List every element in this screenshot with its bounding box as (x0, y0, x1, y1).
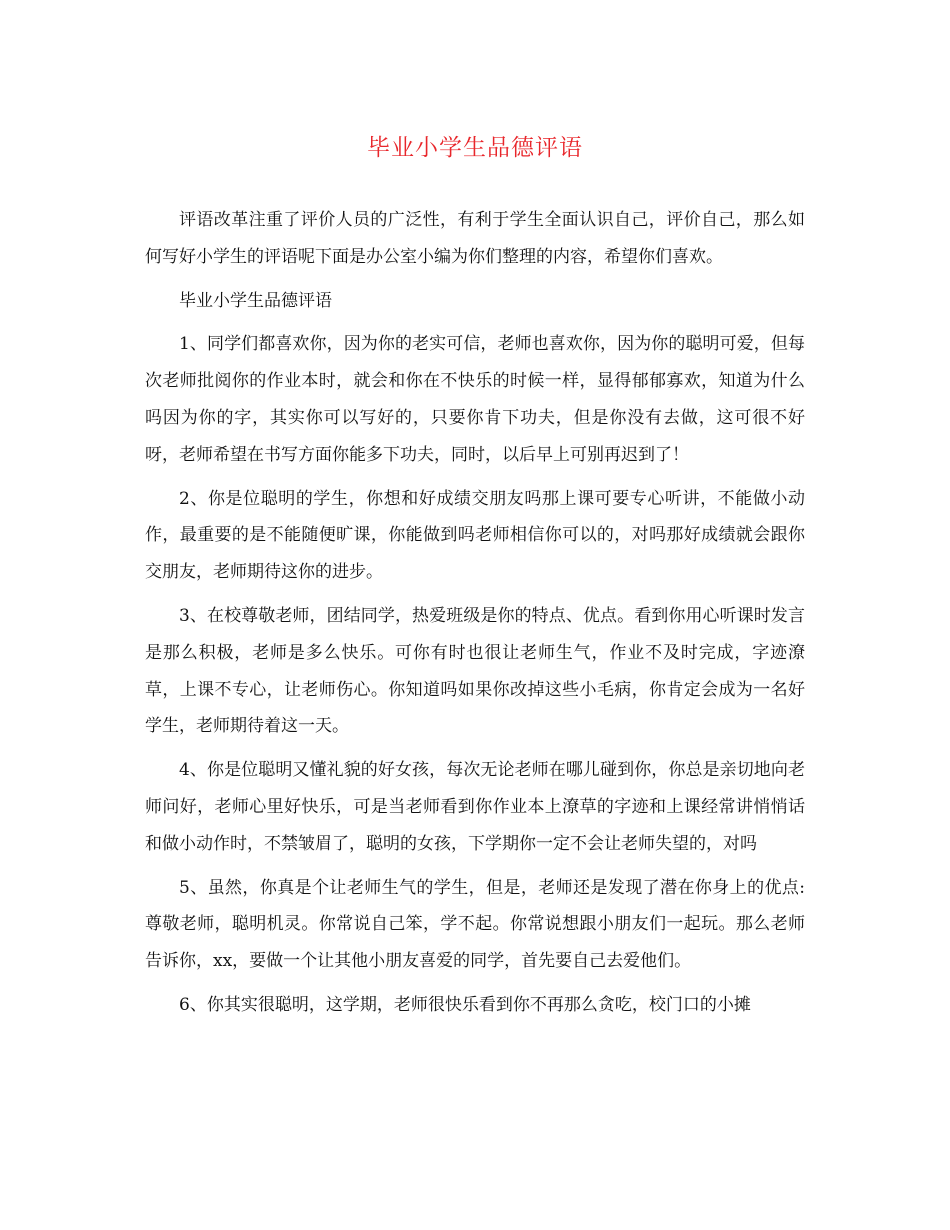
comment-paragraph-1: 1、同学们都喜欢你，因为你的老实可信，老师也喜欢你，因为你的聪明可爱，但每次老师批阅你的作业本时，就会和你在不快乐的时候一样，显得郁郁寡欢，知道为什么吗因为你的字，其实你可以写好的，只要你肯下功夫，但是你没有去做，这可很不好呀，老师希望在书写方面你能多下功夫，同时，以后早上可别再迟到了！ (145, 334, 805, 465)
intro-paragraph: 评语改革注重了评价人员的广泛性，有利于学生全面认识自己，评价自己，那么如何写好小学生的评语呢下面是办公室小编为你们整理的内容，希望你们喜欢。 (145, 210, 805, 267)
comment-paragraph-6: 6、你其实很聪明，这学期，老师很快乐看到你不再那么贪吃，校门口的小摊 (179, 994, 751, 1015)
section-heading: 毕业小学生品德评语 (179, 290, 332, 311)
comment-paragraph-4: 4、你是位聪明又懂礼貌的好女孩，每次无论老师在哪儿碰到你，你总是亲切地向老师问好，老师心里好快乐，可是当老师看到你作业本上潦草的字迹和上课经常讲悄悄话和做小动作时，不禁皱眉了，聪明的女孩，下学期你一定不会让老师失望的，对吗 (145, 760, 805, 854)
comment-paragraph-5: 5、虽然，你真是个让老师生气的学生，但是，老师还是发现了潜在你身上的优点:尊敬老师，聪明机灵。你常说自己笨，学不起。你常说想跟小朋友们一起玩。那么老师告诉你，xx，要做一个让其他小朋友喜爱的同学，首先要自己去爱他们。 (145, 877, 805, 972)
comment-paragraph-3: 3、在校尊敬老师，团结同学，热爱班级是你的特点、优点。看到你用心听课时发言是那么积极，老师是多么快乐。可你有时也很让老师生气，作业不及时完成，字迹潦草，上课不专心，让老师伤心。你知道吗如果你改掉这些小毛病，你肯定会成为一名好学生，老师期待着这一天。 (145, 605, 805, 737)
document-body (145, 202, 805, 1031)
comment-paragraph-2: 2、你是位聪明的学生，你想和好成绩交朋友吗那上课可要专心听讲，不能做小动作，最重要的是不能随便旷课，你能做到吗老师相信你可以的，对吗那好成绩就会跟你交朋友，老师期待这你的进步。 (145, 488, 805, 583)
document-title: 毕业小学生品德评语 (367, 135, 583, 161)
